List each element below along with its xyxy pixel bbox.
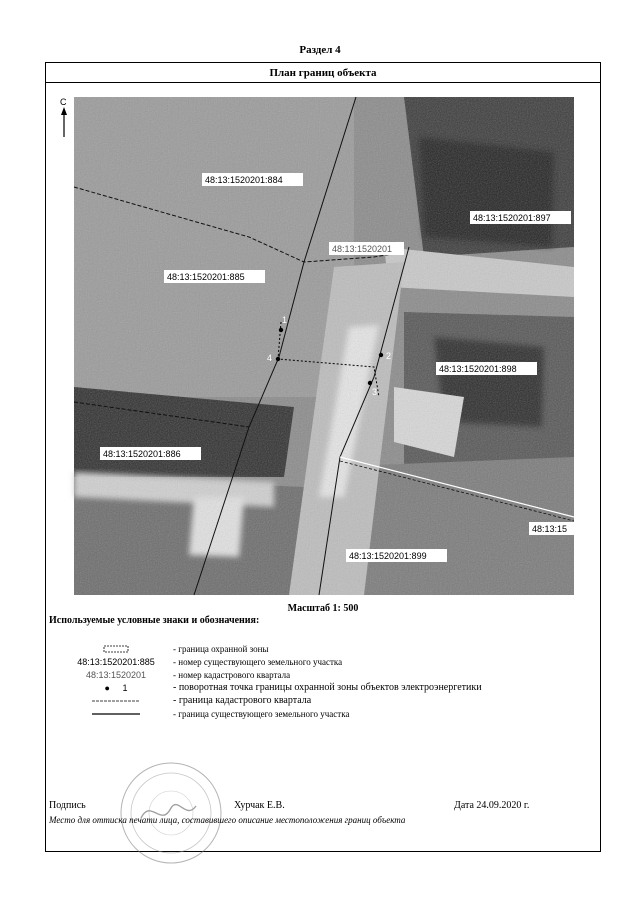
- svg-text:48:13:1520201:884: 48:13:1520201:884: [205, 175, 283, 185]
- point-label-3: 3: [372, 387, 378, 397]
- point-label-1: 1: [282, 315, 288, 325]
- legend-row-parcel-boundary: [46, 708, 600, 720]
- legend-row-turning-point: [46, 682, 600, 694]
- legend-text-security-zone: - граница охранной зоны: [173, 644, 269, 654]
- parcel-label-899: [346, 549, 447, 562]
- legend-title: Используемые условные знаки и обозначения:: [49, 615, 260, 626]
- parcel-label-885: [164, 270, 265, 283]
- security-zone-symbol: [66, 643, 166, 655]
- parcel-label-898: [436, 362, 537, 375]
- signature-date: Дата 24.09.2020 г.: [454, 800, 530, 811]
- map-svg: [60, 97, 574, 595]
- plan-title: План границ объекта: [46, 63, 600, 83]
- signer-name: Хурчак Е.В.: [234, 800, 285, 811]
- parcel-boundary-symbol: [66, 708, 166, 720]
- legend-row-security-zone: [46, 643, 600, 655]
- parcel-label-897: [470, 211, 571, 224]
- turning-point-1: [279, 328, 283, 332]
- point-number: 1: [122, 683, 128, 693]
- legend-text-quarter-boundary: - граница кадастрового квартала: [173, 695, 312, 706]
- stamp-note: Место для оттиска печати лица, составившего описание местоположения границ объекта: [49, 815, 406, 825]
- legend-text-parcel-boundary: - граница существующего земельного участка: [173, 709, 350, 719]
- signature-label: Подпись: [49, 800, 86, 811]
- svg-text:48:13:15: 48:13:15: [532, 524, 568, 534]
- svg-text:48:13:1520201:899: 48:13:1520201:899: [349, 551, 427, 561]
- legend-text-turning-point: - поворотная точка границы охранной зоны объектов электроэнергетики: [173, 682, 482, 693]
- legend-row-quarter-number: [46, 669, 600, 681]
- point-label-4: 4: [267, 353, 273, 363]
- turning-point-4: [276, 357, 280, 361]
- compass-arrowhead: [61, 107, 67, 115]
- svg-text:48:13:1520201:886: 48:13:1520201:886: [103, 449, 181, 459]
- svg-text:48:13:1520201:885: 48:13:1520201:885: [167, 272, 245, 282]
- turning-point-symbol: [66, 682, 166, 694]
- turning-point-2: [379, 353, 383, 357]
- turning-point-3: [368, 381, 372, 385]
- legend-text-quarter-number: - номер кадастрового квартала: [173, 670, 291, 680]
- parcel-label-884: [202, 173, 303, 186]
- quarter-label: [329, 242, 404, 255]
- svg-text:48:13:1520201:897: 48:13:1520201:897: [473, 213, 551, 223]
- point-label-2: 2: [386, 351, 392, 361]
- svg-text:48:13:1520201:898: 48:13:1520201:898: [439, 364, 517, 374]
- map-texture: [74, 97, 574, 595]
- legend-text-parcel-number: - номер существующего земельного участка: [173, 657, 343, 667]
- scale-label: Масштаб 1: 500: [287, 603, 359, 614]
- section-title: Раздел 4: [299, 44, 341, 56]
- legend-row-parcel-number: [46, 656, 600, 668]
- parcel-label-15: [529, 522, 574, 535]
- point-dot-icon: ●: [104, 683, 110, 693]
- parcel-number-symbol: 48:13:1520201:885: [77, 657, 155, 667]
- quarter-boundary-symbol: [66, 695, 166, 707]
- stamp-seal: [116, 758, 226, 868]
- legend-row-quarter-boundary: [46, 695, 600, 707]
- svg-text:48:13:1520201: 48:13:1520201: [332, 244, 393, 254]
- quarter-number-symbol: 48:13:1520201: [85, 670, 147, 680]
- document-frame: [45, 62, 601, 852]
- compass-north: С: [60, 97, 67, 107]
- parcel-label-886: [100, 447, 201, 460]
- aerial-map: [60, 97, 574, 595]
